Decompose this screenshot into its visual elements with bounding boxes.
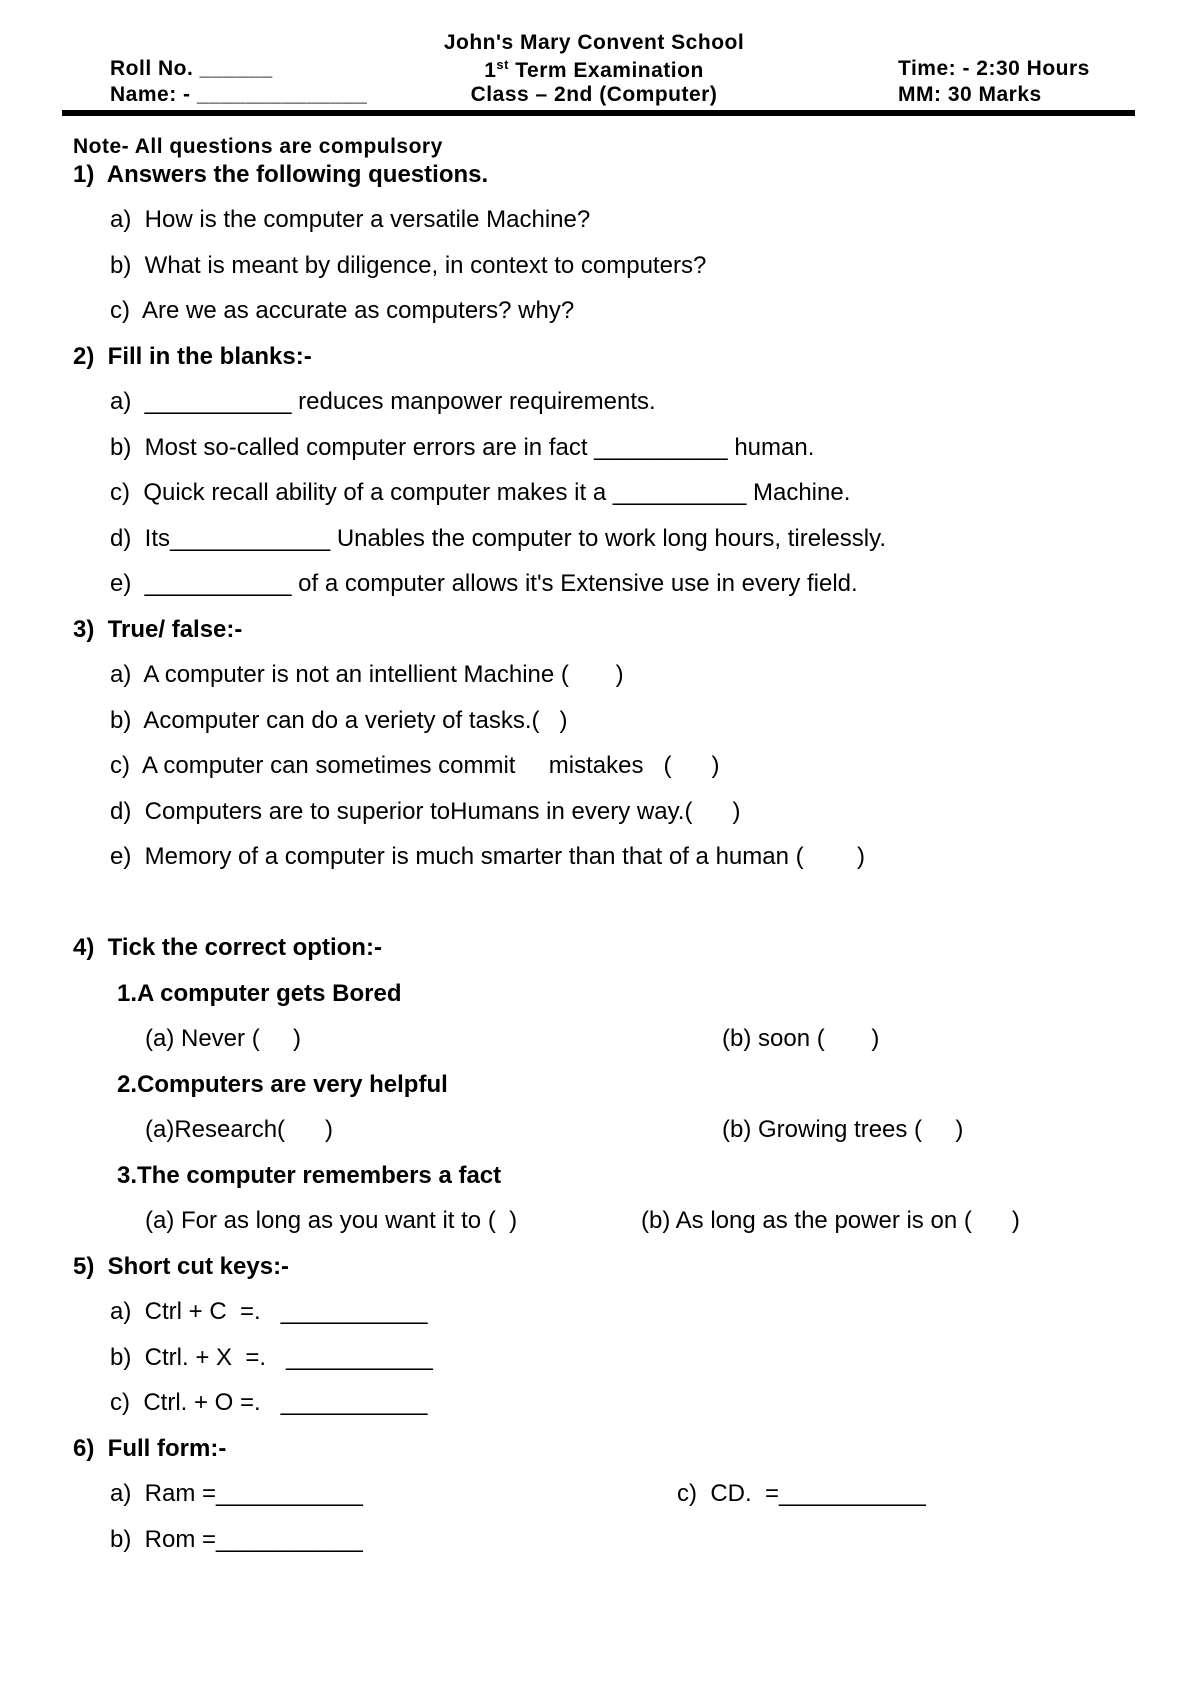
instructions-note: Note- All questions are compulsory: [73, 135, 443, 158]
question-3-item: a) A computer is not an intellient Machine ( ): [110, 661, 624, 688]
exam-number: 1: [484, 59, 497, 82]
question-4-stem: 1.A computer gets Bored: [117, 980, 402, 1007]
option-b: (b) As long as the power is on ( ): [641, 1207, 1020, 1234]
question-3-item: c) A computer can sometimes commit mistakes ( ): [110, 752, 720, 779]
question-6-item: c) CD. =___________: [677, 1480, 926, 1507]
question-4-stem: 2.Computers are very helpful: [117, 1071, 448, 1098]
header-divider: [62, 110, 1135, 116]
exam-number-suffix: st: [496, 57, 509, 72]
question-2-title: 2) Fill in the blanks:-: [73, 343, 312, 370]
question-4-title: 4) Tick the correct option:-: [73, 934, 382, 961]
exam-title-rest: Term Examination: [508, 59, 704, 82]
question-3-title: 3) True/ false:-: [73, 616, 243, 643]
question-1-item: c) Are we as accurate as computers? why?: [110, 297, 575, 324]
option-b: (b) Growing trees ( ): [722, 1116, 964, 1143]
question-6-item: b) Rom =___________: [110, 1526, 363, 1553]
question-1-item: b) What is meant by diligence, in context to computers?: [110, 252, 707, 279]
question-2-item: c) Quick recall ability of a computer makes it a __________ Machine.: [110, 479, 851, 506]
option-b: (b) soon ( ): [722, 1025, 880, 1052]
name-field: Name: - ______________: [110, 83, 368, 106]
question-5-item: a) Ctrl + C =. ___________: [110, 1298, 428, 1325]
question-3-item: e) Memory of a computer is much smarter than that of a human ( ): [110, 843, 865, 870]
question-6-item: a) Ram =___________: [110, 1480, 363, 1507]
question-3-item: d) Computers are to superior toHumans in every way.( ): [110, 798, 741, 825]
question-2-item: b) Most so-called computer errors are in fact __________ human.: [110, 434, 815, 461]
question-6-title: 6) Full form:-: [73, 1435, 227, 1462]
question-4-stem: 3.The computer remembers a fact: [117, 1162, 502, 1189]
question-5-item: b) Ctrl. + X =. ___________: [110, 1344, 433, 1371]
option-a: (a) For as long as you want it to ( ): [145, 1207, 518, 1234]
question-2-item: e) ___________ of a computer allows it's Extensive use in every field.: [110, 570, 858, 597]
option-a: (a)Research( ): [145, 1116, 334, 1143]
question-2-item: d) Its____________ Unables the computer to work long hours, tirelessly.: [110, 525, 886, 552]
school-name: John's Mary Convent School: [443, 31, 745, 54]
question-5-title: 5) Short cut keys:-: [73, 1253, 290, 1280]
class-label: Class – 2nd (Computer): [470, 83, 718, 106]
question-1-item: a) How is the computer a versatile Machine?: [110, 206, 591, 233]
time-label: Time: - 2:30 Hours: [898, 57, 1090, 80]
question-5-item: c) Ctrl. + O =. ___________: [110, 1389, 428, 1416]
option-a: (a) Never ( ): [145, 1025, 302, 1052]
roll-number-field: Roll No. ______: [110, 57, 273, 80]
max-marks-label: MM: 30 Marks: [898, 83, 1042, 106]
question-3-item: b) Acomputer can do a veriety of tasks.( ): [110, 707, 568, 734]
question-1-title: 1) Answers the following questions.: [73, 161, 489, 188]
question-2-item: a) ___________ reduces manpower requirements.: [110, 388, 656, 415]
